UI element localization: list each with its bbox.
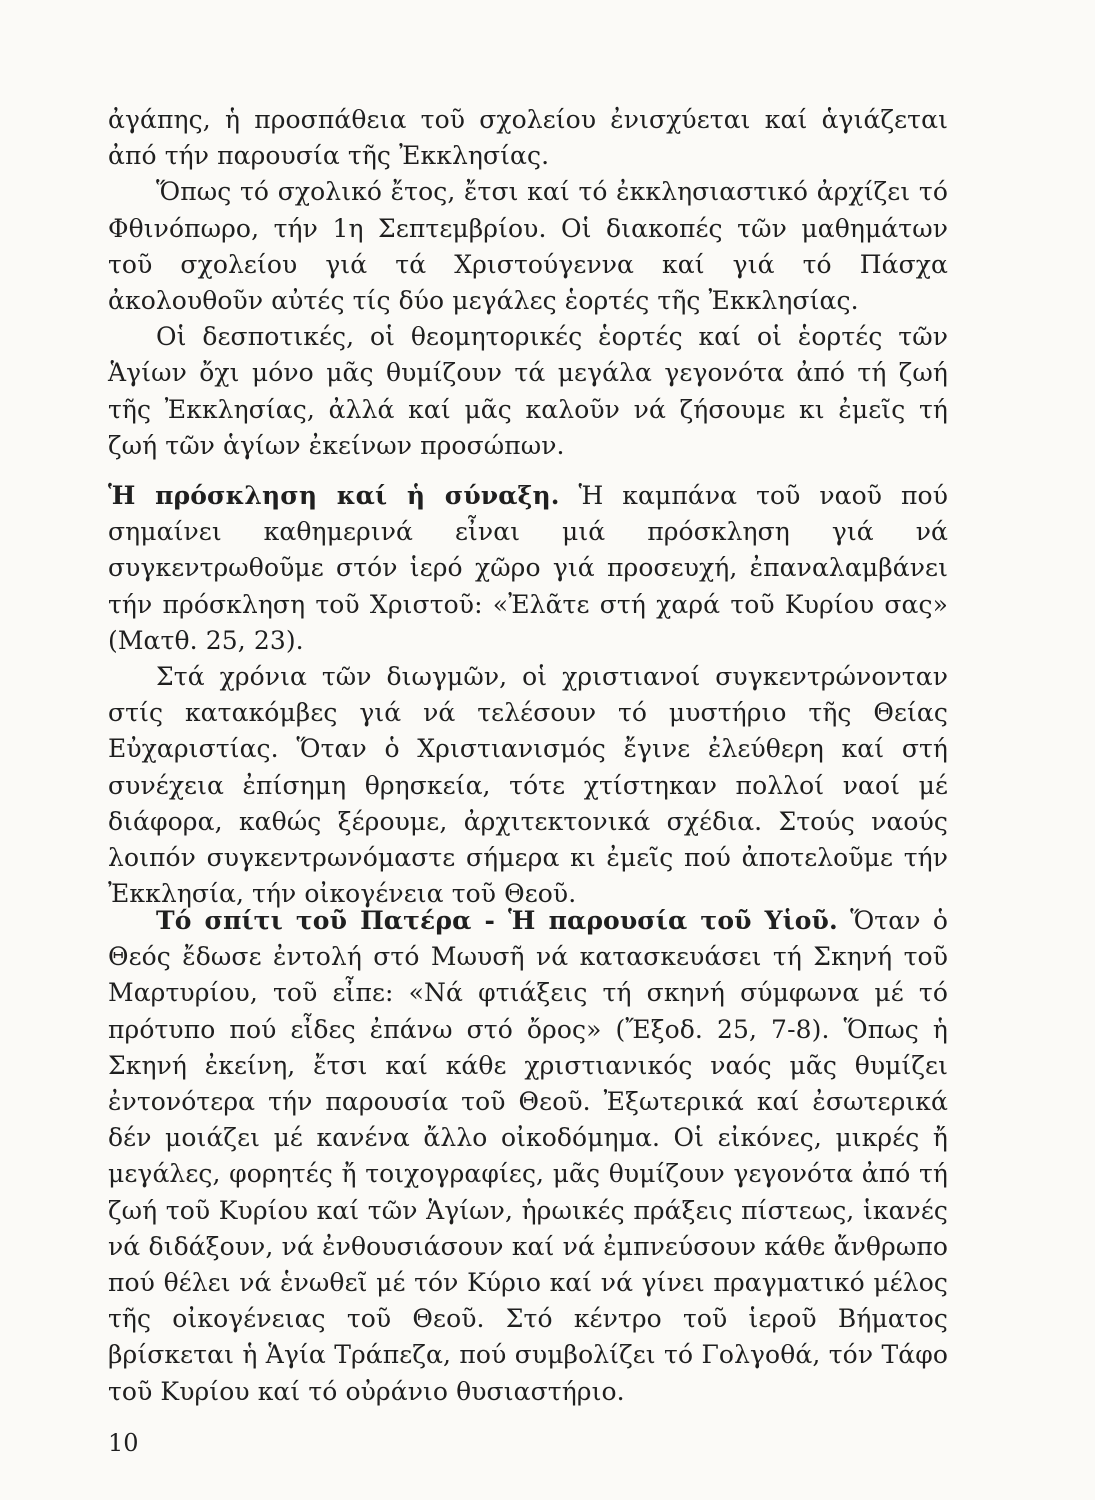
paragraph-continuation: ἀγάπης, ἡ προσπάθεια τοῦ σχολείου ἐνισχύεται καί ἁγιάζεται ἀπό τήν παρουσία τῆς Ἐκκλησίας. [108,105,948,171]
section-fathers-house-paragraph [108,903,948,1410]
section-invitation-lead [108,478,948,659]
paragraph-persecutions: Στά χρόνια τῶν διωγμῶν, οἱ χριστιανοί συγκεντρώνονταν στίς κατακόμβες γιά νά τελέσουν τό μυστήριο τῆς Θείας Εὐχαριστίας. Ὅταν ὁ Χριστιανισμός ἔγινε ἐλεύθερη καί στή συνέχεια ἐπίσημη θρησκεία, τότε χτίστηκαν πολλοί ναοί μέ διάφορα, καθώς ξέρουμε, ἀρχιτεκτονικά σχέδια. Στούς ναούς λοιπόν συγκεντρωνόμαστε σήμερα κι ἐμεῖς πού ἀποτελοῦμε τήν Ἐκκλησία, τήν οἰκογένεια τοῦ Θεοῦ. [108,662,948,909]
paragraph-feasts: Οἱ δεσποτικές, οἱ θεομητορικές ἑορτές καί οἱ ἑορτές τῶν Ἁγίων ὄχι μόνο μᾶς θυμίζουν τά μεγάλα γεγονότα ἀπό τή ζωή τῆς Ἐκκλησίας, ἀλλά καί μᾶς καλοῦν νά ζήσουμε κι ἐμεῖς τή ζωή τῶν ἁγίων ἐκείνων προσώπων. [108,322,948,460]
section-fathers-house [108,903,948,1410]
section-heading-invitation: Ἡ πρόσκληση καί ἡ σύναξη. [108,481,560,510]
page-number: 10 [108,1429,139,1457]
section-invitation-lead-text: Ἡ καμπάνα τοῦ ναοῦ πού σημαίνει καθημερινά εἶναι μιά πρόσκληση γιά νά συγκεντρωθοῦμε στόν ἱερό χῶρο γιά προσευχή, ἐπαναλαμβάνει τήν πρόσκληση τοῦ Χριστοῦ: «Ἐλᾶτε στή χαρά τοῦ Κυρίου σας» (Ματθ. 25, 23). [108,481,949,655]
top-text-block [108,102,948,464]
section-heading-fathers-house: Τό σπίτι τοῦ Πατέρα - Ἡ παρουσία τοῦ Υἱοῦ. [156,906,838,935]
paragraph-school-year: Ὅπως τό σχολικό ἔτος, ἔτσι καί τό ἐκκλησιαστικό ἀρχίζει τό Φθινόπωρο, τήν 1η Σεπτεμβρίου. Οἱ διακοπές τῶν μαθημάτων τοῦ σχολείου γιά τά Χριστούγεννα καί γιά τό Πάσχα ἀκολουθοῦν αὐτές τίς δύο μεγάλες ἑορτές τῆς Ἐκκλησίας. [108,177,948,316]
section-fathers-house-text: Ὅταν ὁ Θεός ἔδωσε ἐντολή στό Μωυσῆ νά κατασκευάσει τή Σκηνή τοῦ Μαρτυρίου, τοῦ εἶπε: «Νά φτιάξεις τή σκηνή σύμφωνα μέ τό πρότυπο πού εἶδες ἐπάνω στό ὄρος» (Ἔξοδ. 25, 7-8). Ὅπως ἡ Σκηνή ἐκείνη, ἔτσι καί κάθε χριστιανικός ναός μᾶς θυμίζει ἐντονότερα τήν παρουσία τοῦ Θεοῦ. Ἐξωτερικά καί ἐσωτερικά δέν μοιάζει μέ κανένα ἄλλο οἰκοδόμημα. Οἱ εἰκόνες, μικρές ἤ μεγάλες, φορητές ἤ τοιχογραφίες, μᾶς θυμίζουν γεγονότα ἀπό τή ζωή τοῦ Κυρίου καί τῶν Ἁγίων, ἡρωικές πράξεις πίστεως, ἱκανές νά διδάξουν, νά ἐνθουσιάσουν καί νά ἐμπνεύσουν κάθε ἄνθρωπο πού θέλει νά ἑνωθεῖ μέ τόν Κύριο καί νά γίνει πραγματικό μέλος τῆς οἰκογένειας τοῦ Θεοῦ. Στό κέντρο τοῦ ἱεροῦ Βήματος βρίσκεται ἡ Ἁγία Τράπεζα, πού συμβολίζει τό Γολγοθά, τόν Τάφο τοῦ Κυρίου καί τό οὐράνιο θυσιαστήριο. [108,906,948,1406]
section-invitation [108,478,948,912]
